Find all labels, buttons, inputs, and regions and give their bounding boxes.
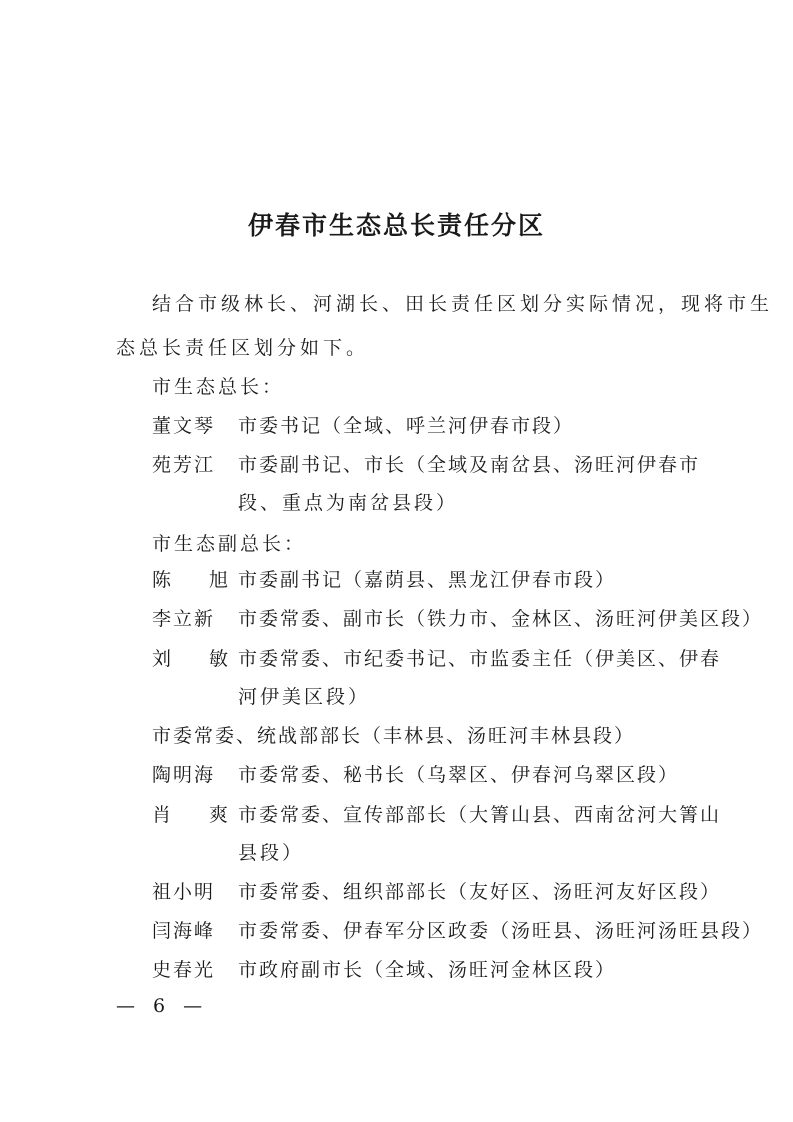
chief-duty-continued: 段、重点为南岔县段） xyxy=(238,492,459,514)
deputy-duty: 市委常委、秘书长（乌翠区、伊春河乌翠区段） xyxy=(238,764,680,786)
deputy-duty-continued: 县段） xyxy=(238,842,305,864)
deputy-name-char: 刘 xyxy=(152,648,172,670)
deputy-name: 祖小明 xyxy=(152,881,216,903)
deputy-name xyxy=(152,566,228,594)
deputy-duty: 市委常委、组织部部长（友好区、汤旺河友好区段） xyxy=(238,881,722,903)
intro-paragraph-line-1: 结合市级林长、河湖长、田长责任区划分实际情况，现将市生 xyxy=(152,293,774,315)
document-title: 伊春市生态总长责任分区 xyxy=(247,211,545,240)
chief-name: 董文琴 xyxy=(152,415,216,437)
intro-paragraph-line-2: 态总长责任区划分如下。 xyxy=(116,337,370,359)
deputy-name: 闫海峰 xyxy=(152,920,216,942)
deputy-duty: 市委常委、市纪委书记、市监委主任（伊美区、伊春 xyxy=(238,648,722,670)
deputy-duty: 市委常委、副市长（铁力市、金林区、汤旺河伊美区段） xyxy=(238,608,764,630)
deputy-duty: 市委副书记（嘉荫县、黑龙江伊春市段） xyxy=(238,569,617,591)
deputy-duty: 市委常委、伊春军分区政委（汤旺县、汤旺河汤旺县段） xyxy=(238,920,764,942)
deputy-name xyxy=(152,645,228,673)
page-number: — 6 — xyxy=(116,995,209,1017)
deputy-name: 陶明海 xyxy=(152,764,216,786)
deputy-duty-full-line: 市委常委、统战部部长（丰林县、汤旺河丰林县段） xyxy=(152,725,636,747)
deputy-name-char: 敏 xyxy=(208,648,228,670)
deputy-name-char: 爽 xyxy=(208,804,228,826)
deputy-duty: 市政府副市长（全域、汤旺河金林区段） xyxy=(238,959,617,981)
deputy-name-char: 陈 xyxy=(152,569,172,591)
deputy-name xyxy=(152,801,228,829)
deputy-duty: 市委常委、宣传部部长（大箐山县、西南岔河大箐山 xyxy=(238,804,722,826)
chief-name: 苑芳江 xyxy=(152,454,216,476)
section-heading-deputy: 市生态副总长： xyxy=(152,533,307,555)
chief-duty: 市委书记（全域、呼兰河伊春市段） xyxy=(238,415,575,437)
section-heading-chief: 市生态总长： xyxy=(152,376,285,398)
chief-duty: 市委副书记、市长（全域及南岔县、汤旺河伊春市 xyxy=(238,454,701,476)
deputy-name-char: 肖 xyxy=(152,804,172,826)
deputy-name: 李立新 xyxy=(152,608,216,630)
deputy-name: 史春光 xyxy=(152,959,216,981)
deputy-name-char: 旭 xyxy=(208,569,228,591)
deputy-duty-continued: 河伊美区段） xyxy=(238,686,371,708)
